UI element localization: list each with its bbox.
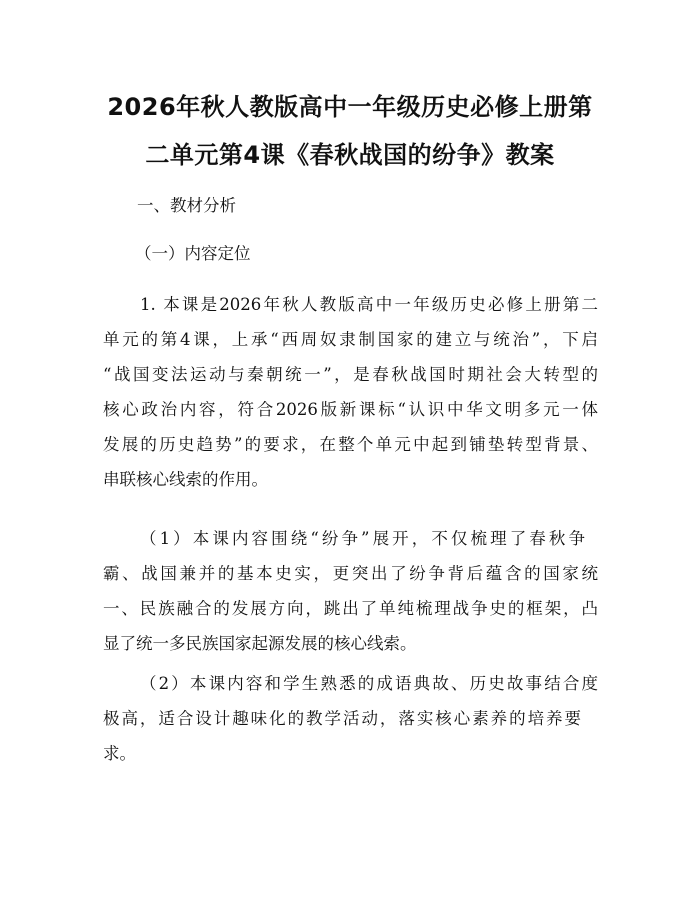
paragraph-1-line: 1. 本课是2026年秋人教版高中一年级历史必修上册第二 [140,295,598,314]
paragraph-2-line: 显了统一多民族国家起源发展的核心线索。 [103,634,417,653]
paragraph-2-line: 霸、战国兼并的基本史实，更突出了纷争背后蕴含的国家统 [103,564,598,583]
paragraph-3-line: （2）本课内容和学生熟悉的成语典故、历史故事结合度 [140,674,598,693]
document-title-line-1: 2026年秋人教版高中一年级历史必修上册第 [107,93,593,121]
paragraph-1-line: 核心政治内容，符合2026版新课标“认识中华文明多元一体 [103,400,598,419]
paragraph-1-line: 单元的第4课，上承“西周奴隶制国家的建立与统治”，下启 [103,330,598,349]
paragraph-1-line: 串联核心线索的作用。 [103,470,268,489]
section-heading: 一、教材分析 [137,196,236,215]
paragraph-3-line: 极高，适合设计趣味化的教学活动，落实核心素养的培养要 [103,709,581,728]
paragraph-3-line: 求。 [103,744,136,763]
document-title-line-2: 二单元第4课《春秋战国的纷争》教案 [145,141,555,169]
paragraph-2-line: 一、民族融合的发展方向，跳出了单纯梳理战争史的框架，凸 [103,599,598,618]
subsection-heading: （一）内容定位 [135,244,251,263]
paragraph-2-line: （1）本课内容围绕“纷争”展开，不仅梳理了春秋争 [140,529,585,548]
paragraph-1-line: “战国变法运动与秦朝统一”，是春秋战国时期社会大转型的 [103,365,598,384]
paragraph-1-line: 发展的历史趋势”的要求，在整个单元中起到铺垫转型背景、 [103,435,598,454]
